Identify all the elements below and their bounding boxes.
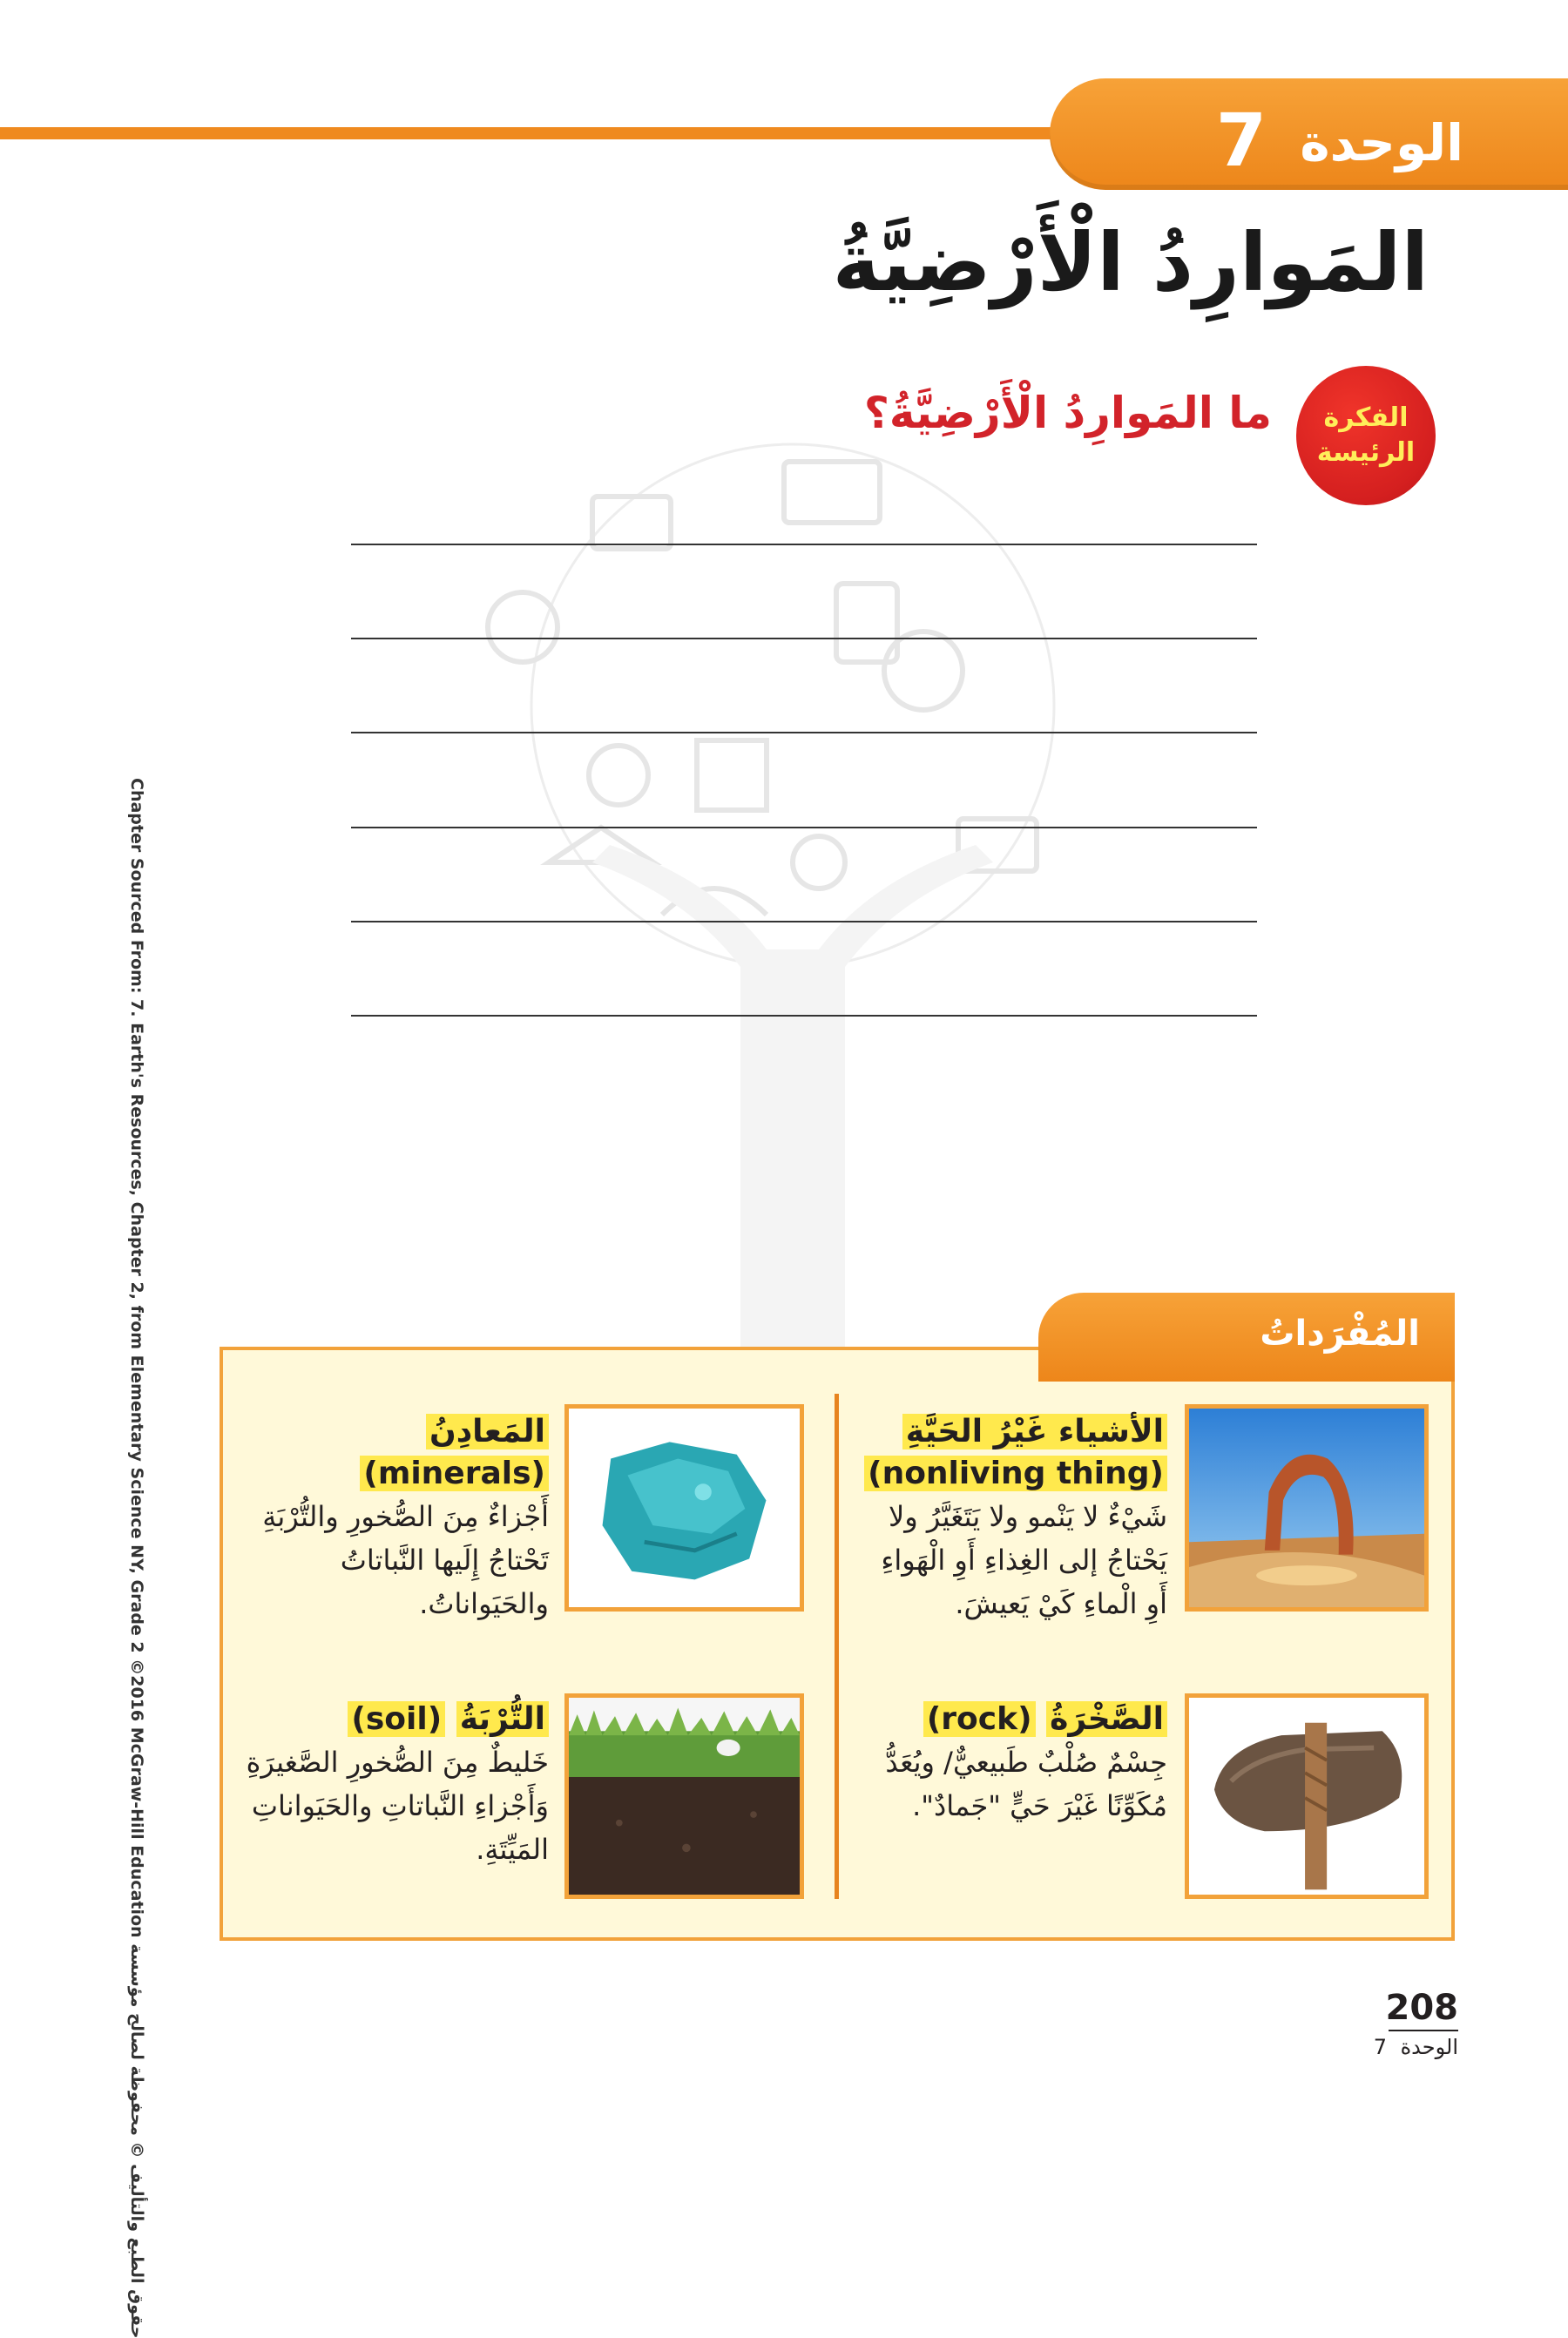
vocab-definition: أَجْزاءٌ مِنَ الصُّخورِ والتُّرْبَةِ تَحْتاجُ إِلَيها النَّباتاتُ والحَيَواناتُ. [262, 1500, 549, 1620]
footer-unit [1342, 2035, 1458, 2059]
turquoise-mineral-photo-icon [564, 1404, 804, 1612]
stone-tool-photo-icon [1185, 1693, 1429, 1899]
vocabulary-title: المُفْرَداتُ [1260, 1314, 1420, 1354]
vocab-term-ar: الصَّخْرَةُ [1046, 1701, 1167, 1737]
page-title: المَوارِدُ الْأَرْضِيَّةُ [832, 216, 1429, 309]
vocab-term-en: (minerals) [360, 1456, 549, 1491]
answer-line [351, 544, 1257, 545]
answer-line [351, 1015, 1257, 1017]
side-credit: Chapter Sourced From: 7. Earth's Resources, Chapter 2, from Elementary Science NY, Grade 2 ©2016 McGraw-Hill Education حقوق الطبع والتأليف © محفوظة لصالح مؤسسة [127, 778, 146, 2338]
vocab-term-en: (soil) [348, 1701, 445, 1737]
vocab-item-rock [854, 1699, 1167, 1828]
vocab-definition: شَيْءٌ لا يَنْمو ولا يَتَغَيَّرُ ولا يَحْتاجُ إلى الغِذاءِ أَوِ الْهَواءِ أَوِ الْماءِ كَيْ يَعيشَ. [881, 1500, 1167, 1620]
vocab-item-soil [233, 1699, 549, 1871]
vocab-term-en: (nonliving thing) [864, 1456, 1167, 1491]
vocab-term-ar: التُّرْبَةُ [456, 1701, 549, 1737]
footer-unit-label: الوحدة [1400, 2035, 1458, 2059]
vocab-term-en: (rock) [923, 1701, 1036, 1737]
main-question: ما المَوارِدُ الْأَرْضِيَّةُ؟ [863, 388, 1272, 438]
unit-label: الوحدة [1300, 113, 1463, 172]
unit-heading [1089, 98, 1463, 183]
main-idea-badge [1296, 366, 1436, 505]
soil-cross-section-photo-icon [564, 1693, 804, 1899]
main-idea-label: الفكرة الرئيسة [1316, 402, 1416, 468]
answer-line [351, 638, 1257, 639]
answer-line [351, 732, 1257, 733]
footer-unit-number: 7 [1373, 2035, 1387, 2059]
answer-line [351, 921, 1257, 922]
answer-line [351, 827, 1257, 828]
unit-number: 7 [1215, 98, 1267, 183]
vocab-term-ar: المَعادِنُ [426, 1414, 549, 1449]
watermark-tree-icon [331, 409, 1254, 1437]
vocab-definition: جِسْمٌ صُلْبٌ طَبيعيٌّ/ ويُعَدُّ مُكَوِّنًا غَيْرَ حَيٍّ "جَمادٌ". [885, 1746, 1167, 1822]
vocabulary-divider [835, 1394, 839, 1899]
vocab-item-minerals [233, 1411, 549, 1625]
vocab-term-ar: الأشياء غَيْرُ الحَيَّةِ [902, 1414, 1167, 1449]
page-number: 208 [1385, 1988, 1458, 2028]
vocab-item-nonliving-thing [854, 1411, 1167, 1625]
header-rule [0, 127, 1080, 139]
page-number-rule [1389, 2030, 1458, 2031]
vocab-definition: خَليطٌ مِنَ الصُّخورِ الصَّغيرَةِ وَأَجْزاءِ النَّباتاتِ والحَيَواناتِ المَيِّتَةِ. [246, 1746, 549, 1866]
arch-rock-photo-icon [1185, 1404, 1429, 1612]
